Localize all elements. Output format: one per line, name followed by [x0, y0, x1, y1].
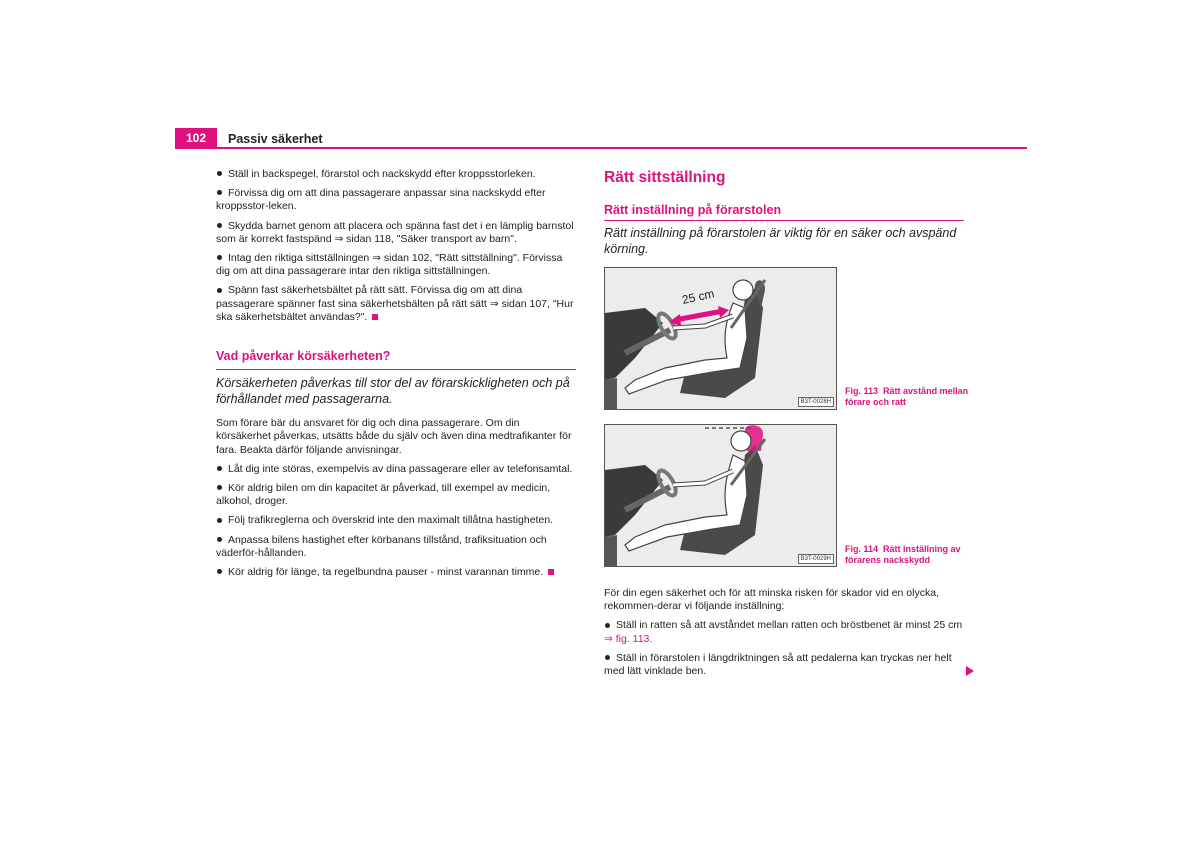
- list-item: Kör aldrig för länge, ta regelbundna pauser - minst varannan timme.: [216, 566, 576, 579]
- bullet-icon: [217, 518, 222, 523]
- distance-label: 25 cm: [680, 286, 716, 307]
- right-column-text: [604, 587, 966, 684]
- figure-code: B3T-0028H: [798, 397, 834, 407]
- next-page-arrow-icon[interactable]: [966, 666, 974, 676]
- paragraph: Som förare bär du ansvaret för dig och dina passagerare. Om din körsäkerhet påverkas, utsätts både du själv och även dina medtrafikanter för fara. Beakta därför följande anvisningar.: [216, 417, 572, 456]
- subheading-seat: Rätt inställning på förarstolen: [604, 203, 782, 217]
- end-square-icon: [548, 569, 554, 575]
- bullet-icon: [605, 655, 610, 660]
- bullet-icon: [217, 537, 222, 542]
- list-item: Förvissa dig om att dina passagerare anpassar sina nackskydd efter kroppsstor-leken.: [216, 187, 546, 213]
- lead-text: Körsäkerheten påverkas till stor del av förarskickligheten och på förhållandet med passagerarna.: [216, 376, 570, 406]
- list-item: Intag den riktiga sittställningen ⇒ sidan 102, "Rätt sittställning". Förvissa dig om att dina passagerare intar den riktiga sittställningen.: [216, 252, 563, 278]
- fig-113-link[interactable]: ⇒ fig. 113.: [604, 632, 653, 645]
- right-subheading-block: [604, 203, 964, 267]
- figure-113: [604, 267, 837, 410]
- bullet-icon: [217, 190, 222, 195]
- section-title: Passiv säkerhet: [228, 132, 323, 146]
- subheading-safety: Vad påverkar körsäkerheten?: [216, 349, 391, 364]
- figure-113-caption: Fig. 113 Rätt avstånd mellan förare och ratt: [845, 386, 969, 407]
- end-square-icon: [372, 314, 378, 320]
- figure-114: [604, 424, 837, 567]
- subheading-rule: [216, 369, 576, 370]
- list-item: Ställ in förarstolen i längdriktningen så att pedalerna kan tryckas ner helt med lätt vinklade ben.: [604, 651, 952, 678]
- list-item: Följ trafikreglerna och överskrid inte den maximalt tillåtna hastigheten.: [216, 514, 576, 527]
- bullet-icon: [217, 485, 222, 490]
- bullet-icon: [605, 623, 610, 628]
- list-item: Ställ in ratten så att avståndet mellan ratten och bröstbenet är minst 25 cm ⇒ fig. 113.: [604, 619, 963, 645]
- header-rule: [175, 147, 1027, 149]
- lead-text: Rätt inställning på förarstolen är viktig för en säker och avspänd körning.: [604, 226, 957, 256]
- figure-code: B3T-0029H: [798, 554, 834, 564]
- bullet-icon: [217, 569, 222, 574]
- page-number: 102: [175, 128, 217, 148]
- seat-distance-illustration: [605, 268, 836, 409]
- headrest-illustration: [605, 425, 836, 566]
- bullet-icon: [217, 466, 222, 471]
- list-item: Anpassa bilens hastighet efter körbanans tillstånd, trafiksituation och väderför-hållanden.: [216, 533, 547, 559]
- bullet-icon: [217, 288, 222, 293]
- paragraph: För din egen säkerhet och för att minska risken för skador vid en olycka, rekommen-derar vi följande inställning:: [604, 587, 939, 613]
- bullet-icon: [217, 171, 222, 176]
- list-item: Skydda barnet genom att placera och spänna fast det i en lämplig barnstol som är korrekt fastspänd ⇒ sidan 118, "Säker transport av barn".: [216, 219, 574, 245]
- subheading-rule: [604, 220, 964, 221]
- bullet-icon: [217, 223, 222, 228]
- bullet-icon: [217, 255, 222, 260]
- page-heading: Rätt sittställning: [604, 169, 726, 186]
- left-column: [216, 168, 576, 585]
- figure-114-caption: Fig. 114 Rätt inställning av förarens nackskydd: [845, 544, 961, 565]
- list-item: Ställ in backspegel, förarstol och nackskydd efter kroppsstorleken.: [216, 168, 576, 181]
- list-item: Låt dig inte störas, exempelvis av dina passagerare eller av telefonsamtal.: [216, 463, 576, 476]
- list-item: Spänn fast säkerhetsbältet på rätt sätt. Förvissa dig om att dina passagerare spänner fast sina säkerhetsbälten på rätt sätt ⇒ sidan 107, "Hur ska säkerhetsbältet användas?".: [216, 284, 574, 323]
- list-item: Kör aldrig bilen om din kapacitet är påverkad, till exempel av medicin, alkohol, droger.: [216, 482, 551, 508]
